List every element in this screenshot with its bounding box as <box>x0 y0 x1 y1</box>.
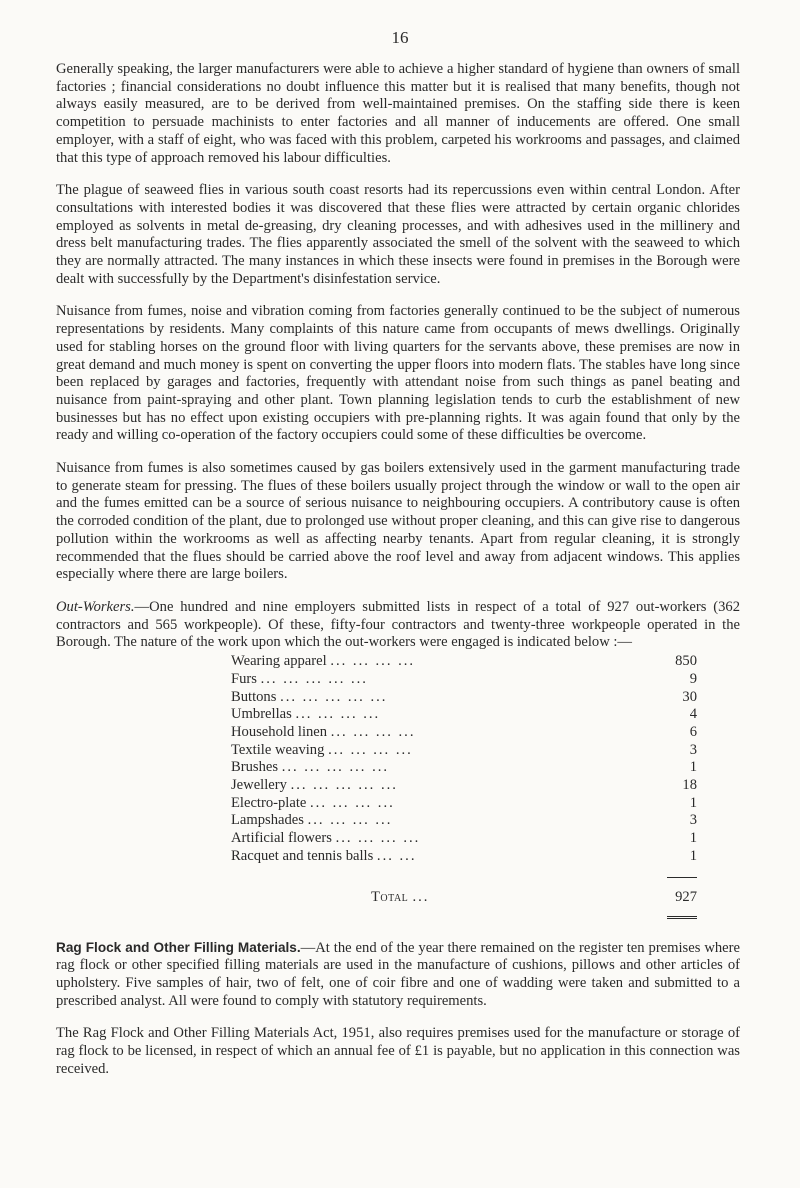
row-leader-dots: ... ... ... ... <box>307 812 393 829</box>
row-item-label: Textile weaving <box>231 741 325 758</box>
total-dots: ... <box>412 889 430 906</box>
total-rule-single <box>667 877 697 878</box>
paragraph-fumes-noise: Nuisance from fumes, noise and vibration coming from factories generally continued to be the subject of numerous representations by residents. Many complaints of this nature came from occupants of mews dwellings. Originally used for stabling horses on the ground floor with living quarters for the servants above, these premises are now in great demand and much money is spent on converting the upper floors into modern flats. The stables have long since been replaced by garages and factories, frequently with attendant noise from such things as panel beating and nuisance from paint-spraying and other plant. Town planning legislation tends to curb the establishment of new businesses but has no effect upon existing occupiers with pre-planning rights. It was again found that only by the ready and willing co-operation of the factory occupiers could some of these difficulties be overcome. <box>56 303 740 444</box>
table-row <box>231 671 697 689</box>
row-item-label: Wearing apparel <box>231 653 327 670</box>
row-count: 3 <box>689 812 697 829</box>
table-row <box>231 830 697 848</box>
out-workers-heading: Out-Workers. <box>56 598 135 615</box>
row-count: 1 <box>689 759 697 776</box>
row-count: 3 <box>689 741 697 758</box>
row-leader-dots: ... ... ... ... <box>310 794 395 811</box>
row-item-label: Umbrellas <box>231 706 292 723</box>
paragraph-seaweed-flies: The plague of seaweed flies in various south coast resorts had its repercussions even within central London. After consultations with interested bodies it was discovered that these flies were attracted by certain organic chlorides employed as solvents in metal de-greasing, dry cleaning processes, and with adhesives used in the millinery and dress belt manufacturing trades. The flies apparently associated the smell of the solvent with the seaweed to which they are normally attracted. The many instances in which these insects were found in premises in the Borough were dealt with successfully by the Department's disinfestation service. <box>56 182 740 287</box>
row-item-label: Brushes <box>231 759 279 776</box>
row-item-label: Racquet and tennis balls <box>231 847 374 864</box>
out-workers-body: —One hundred and nine employers submitted lists in respect of a total of 927 out-workers (362 contractors and 565 workpeople). Of these, fifty-four contractors and twenty-three workpeople operated in the Borough. The nature of the work upon which the out-workers were engaged is indicated below :— <box>56 598 740 651</box>
row-leader-dots: ... ... ... ... <box>295 706 381 723</box>
page-number: 16 <box>391 28 409 47</box>
row-count: 1 <box>689 794 697 811</box>
table-row <box>231 706 697 724</box>
table-row <box>231 812 697 830</box>
table-row <box>231 653 697 671</box>
rag-flock-heading: Rag Flock and Other Filling Materials. <box>56 939 301 955</box>
table-row <box>231 795 697 813</box>
paragraph-hygiene: Generally speaking, the larger manufacturers were able to achieve a higher standard of hygiene than owners of small factories ; financial considerations no doubt influence this matter but it is realised that many benefits, though not always easily measured, are to be derived from well-maintained premises. On the staffing side there is keen competition to persuade machinists to enter factories and all manner of inducements are offered. One small employer, with a staff of eight, who was faced with this problem, carpeted his workrooms and passages, and claimed that this type of approach removed his labour difficulties. <box>56 61 740 166</box>
row-count: 850 <box>675 653 697 670</box>
total-value: 927 <box>675 889 697 906</box>
table-row <box>231 724 697 742</box>
row-count: 30 <box>682 688 697 705</box>
row-count: 4 <box>689 706 697 723</box>
table-total-row <box>231 883 697 907</box>
table-row <box>231 759 697 777</box>
paragraph-gas-boilers: Nuisance from fumes is also sometimes caused by gas boilers extensively used in the garment manufacturing trade to generate steam for pressing. The flues of these boilers usually project through the window or wall to the open air and the fumes emitted can be a source of serious nuisance to neighbouring occupiers. A contributory cause is often the corroded condition of the plant, due to prolonged use without proper cleaning, and this can give rise to dangerous pollution within the workrooms as well as affecting nearby tenants. Apart from regular cleaning, it is strongly recommended that the flues should be carried above the roof level and away from adjacent windows. This applies especially where there are large boilers. <box>56 460 740 583</box>
body-text <box>56 61 740 1094</box>
row-item-label: Furs <box>231 670 257 687</box>
table-rule-row <box>231 866 697 884</box>
row-item-label: Lampshades <box>231 812 304 829</box>
row-leader-dots: ... ... ... ... ... <box>280 688 388 705</box>
paragraph-rag-flock <box>56 939 740 1011</box>
row-item-label: Buttons <box>231 688 277 705</box>
row-count: 1 <box>689 847 697 864</box>
row-leader-dots: ... ... ... ... ... <box>281 759 390 776</box>
row-item-label: Jewellery <box>231 777 287 794</box>
table-double-rule-row <box>231 907 697 925</box>
total-label: Total <box>371 889 409 906</box>
out-workers-table-body <box>231 653 697 865</box>
row-leader-dots: ... ... ... ... <box>330 653 416 670</box>
row-leader-dots: ... ... <box>376 847 417 864</box>
table-row <box>231 689 697 707</box>
table-row <box>231 848 697 866</box>
row-leader-dots: ... ... ... ... ... <box>290 777 398 794</box>
row-leader-dots: ... ... ... ... ... <box>260 670 368 687</box>
paragraph-out-workers <box>56 599 740 652</box>
row-leader-dots: ... ... ... ... <box>335 830 421 847</box>
row-count: 1 <box>689 830 697 847</box>
row-leader-dots: ... ... ... ... <box>328 741 413 758</box>
row-item-label: Electro-plate <box>231 794 307 811</box>
row-item-label: Household linen <box>231 723 328 740</box>
total-rule-double <box>667 916 697 919</box>
row-count: 9 <box>689 670 697 687</box>
row-count: 6 <box>689 723 697 740</box>
table-row <box>231 742 697 760</box>
table-row <box>231 777 697 795</box>
rag-flock-body: —At the end of the year there remained on the register ten premises where rag flock or other specified filling materials are used in the manufacture of cushions, pillows and other articles of upholstery. Five samples of hair, two of felt, one of coir fibre and one of wadding were taken and submitted to a prescribed analyst. All were found to comply with statutory requirements. <box>56 939 740 1009</box>
out-workers-table <box>231 653 697 925</box>
paragraph-rag-flock-act: The Rag Flock and Other Filling Materials Act, 1951, also requires premises used for the manufacture or storage of rag flock to be licensed, in respect of which an annual fee of £1 is payable, but no application in this connection was received. <box>56 1025 740 1077</box>
row-leader-dots: ... ... ... ... <box>330 723 416 740</box>
row-item-label: Artificial flowers <box>231 830 332 847</box>
row-count: 18 <box>682 777 697 794</box>
